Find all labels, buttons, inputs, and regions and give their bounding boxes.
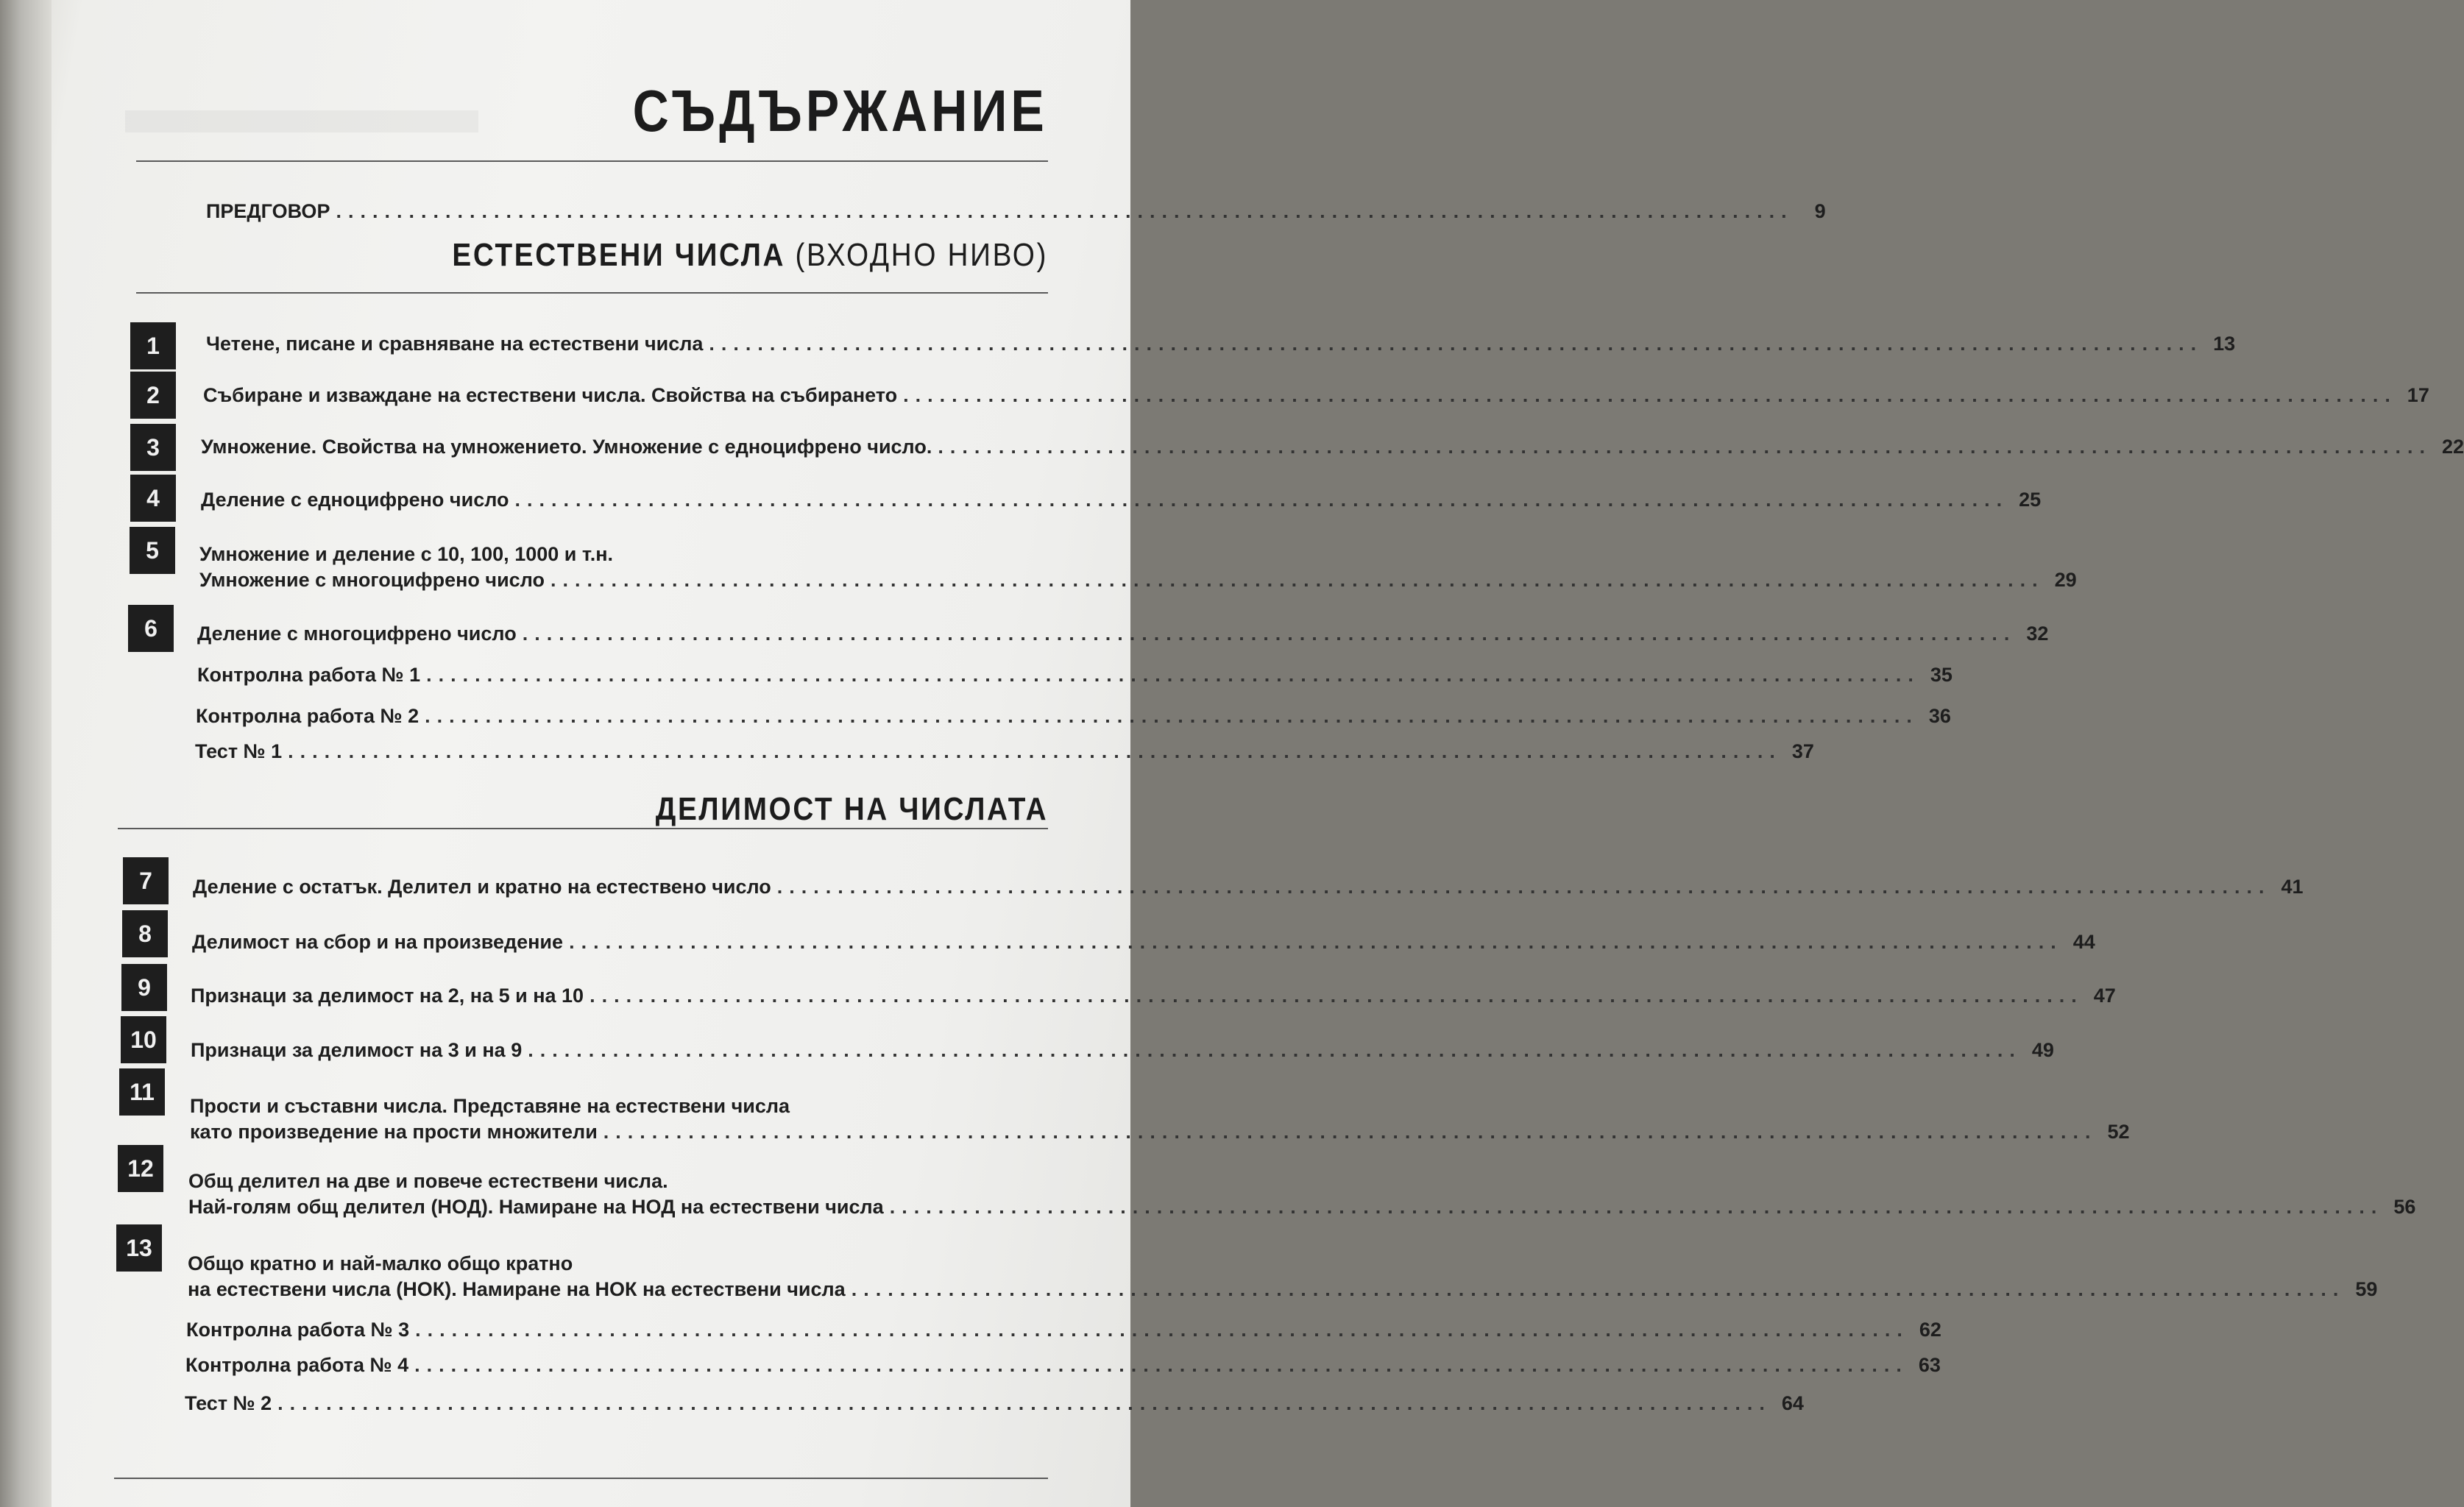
book-spine xyxy=(0,0,52,1507)
leader-dots: ........................................................................................................................... xyxy=(426,664,1920,686)
toc-entry[interactable] xyxy=(197,664,1953,687)
entry-title: Контролна работа № 4 xyxy=(185,1354,409,1376)
toc-entry[interactable] xyxy=(186,1319,1941,1341)
leader-dots: ........................................................................................................................... xyxy=(277,1392,1771,1414)
lesson-number-badge: 8 xyxy=(122,910,168,957)
toc-entry[interactable] xyxy=(185,1354,1941,1377)
leader-dots: ........................................................................................................................... xyxy=(522,623,2017,645)
toc-entry[interactable] xyxy=(192,931,2095,954)
lesson-number-badge: 2 xyxy=(130,372,176,419)
toc-entry[interactable] xyxy=(193,876,2304,898)
lesson-number-badge: 12 xyxy=(118,1145,163,1192)
entry-title-line1: Прости и съставни числа. Представяне на естествени числа xyxy=(190,1095,790,1117)
page-number: 32 xyxy=(2026,623,2049,645)
section-heading-divisibility xyxy=(656,791,1048,828)
page-title: СЪДЪРЖАНИЕ xyxy=(632,78,1048,143)
section-heading-natural-numbers xyxy=(452,237,1048,274)
leader-dots: ........................................................................................................................ xyxy=(336,200,1794,222)
toc-entry[interactable] xyxy=(196,705,1951,728)
entry-title: Умножение. Свойства на умножението. Умножение с едноцифрено число. xyxy=(201,436,932,458)
page-number: 37 xyxy=(1791,740,1814,762)
page-number: 56 xyxy=(2393,1196,2416,1218)
entry-title: Четене, писане и сравняване на естествени числа xyxy=(206,333,704,355)
page-number: 29 xyxy=(2054,569,2077,591)
leader-dots: ........................................................................................................................... xyxy=(776,876,2271,898)
section-heading-bold: ДЕЛИМОСТ НА ЧИСЛАТА xyxy=(655,791,1048,827)
leader-dots: ........................................................................................................................... xyxy=(550,569,2045,591)
toc-entry[interactable] xyxy=(203,384,2429,407)
toc-entry[interactable] xyxy=(191,985,2116,1007)
preface-label: ПРЕДГОВОР xyxy=(206,200,330,222)
entry-title: Признаци за делимост на 3 и на 9 xyxy=(191,1039,523,1061)
entry-title: Тест № 1 xyxy=(195,740,283,762)
leader-dots: ........................................................................................................................... xyxy=(603,1121,2097,1143)
toc-entry[interactable] xyxy=(206,333,2236,355)
toc-entry[interactable] xyxy=(188,1170,2416,1219)
leader-dots: ........................................................................................................................... xyxy=(425,705,1919,727)
entry-title-line2: на естествени числа (НОК). Намиране на НОК на естествени числа xyxy=(188,1278,846,1300)
section-divider xyxy=(136,292,1048,294)
leader-dots: ........................................................................................................................... xyxy=(528,1039,2022,1061)
page-number: 47 xyxy=(2093,985,2116,1007)
leader-dots: ........................................................................................................................... xyxy=(415,1319,1909,1341)
page-number: 17 xyxy=(2407,384,2429,406)
page-number: 9 xyxy=(1814,200,1826,222)
entry-title-line1: Общ делител на две и повече естествени числа. xyxy=(188,1170,668,1192)
lesson-number-badge: 5 xyxy=(130,527,175,574)
toc-entry[interactable] xyxy=(191,1039,2054,1062)
lesson-number-badge: 13 xyxy=(116,1224,162,1272)
page-number: 41 xyxy=(2281,876,2304,898)
toc-entry[interactable] xyxy=(190,1095,2130,1143)
entry-title: Деление с остатък. Делител и кратно на естествено число xyxy=(193,876,771,898)
entry-title: Деление с едноцифрено число xyxy=(201,489,509,511)
leader-dots: ........................................................................................................................... xyxy=(414,1354,1908,1376)
leader-dots: ........................................................................................................................... xyxy=(709,333,2203,355)
entry-title-line1: Общо кратно и най-малко общо кратно xyxy=(188,1252,573,1274)
entry-title-line2: Най-голям общ делител (НОД). Намиране на НОД на естествени числа xyxy=(188,1196,884,1218)
entry-title: Контролна работа № 1 xyxy=(197,664,421,686)
title-divider xyxy=(136,160,1048,162)
leader-dots: ........................................................................................................................... xyxy=(938,436,2432,458)
leader-dots: ........................................................................................................................... xyxy=(514,489,2009,511)
toc-entry[interactable] xyxy=(201,436,2464,458)
section-heading-sub: (ВХОДНО НИВО) xyxy=(795,237,1048,273)
page-number: 44 xyxy=(2072,931,2095,953)
page-number: 25 xyxy=(2019,489,2042,511)
lesson-number-badge: 4 xyxy=(130,475,176,522)
entry-title: Събиране и изваждане на естествени числа. Свойства на събирането xyxy=(203,384,898,406)
page-number: 22 xyxy=(2442,436,2464,458)
page-number: 52 xyxy=(2107,1121,2130,1143)
page-number: 62 xyxy=(1919,1319,1941,1341)
entry-title: Делимост на сбор и на произведение xyxy=(192,931,564,953)
page-number: 36 xyxy=(1928,705,1951,727)
lesson-number-badge: 1 xyxy=(130,322,176,369)
page-number: 63 xyxy=(1918,1354,1941,1376)
toc-entry[interactable] xyxy=(185,1392,1804,1415)
entry-title-line2: Умножение с многоцифрено число xyxy=(199,569,545,591)
toc-entry[interactable] xyxy=(201,489,2042,511)
lesson-number-badge: 11 xyxy=(119,1068,165,1116)
section-divider xyxy=(118,828,1048,829)
lesson-number-badge: 6 xyxy=(128,605,174,652)
page-number: 49 xyxy=(2031,1039,2054,1061)
page-number: 64 xyxy=(1781,1392,1804,1414)
leader-dots: ........................................................................................................................... xyxy=(851,1278,2346,1300)
lesson-number-badge: 9 xyxy=(121,964,167,1011)
toc-entry[interactable] xyxy=(188,1252,2378,1301)
lesson-number-badge: 3 xyxy=(130,424,176,471)
leader-dots: ........................................................................................................................... xyxy=(590,985,2084,1007)
entry-title: Тест № 2 xyxy=(185,1392,272,1414)
page-number: 35 xyxy=(1930,664,1953,686)
entry-title: Контролна работа № 3 xyxy=(186,1319,410,1341)
lesson-number-badge: 7 xyxy=(123,857,169,904)
lesson-number-badge: 10 xyxy=(121,1016,166,1063)
toc-entry[interactable] xyxy=(195,740,1814,763)
entry-title-line2: като произведение на прости множители xyxy=(190,1121,598,1143)
entry-title-line1: Умножение и деление с 10, 100, 1000 и т.н. xyxy=(199,543,614,565)
leader-dots: ........................................................................................................................... xyxy=(569,931,2063,953)
entry-title: Признаци за делимост на 2, на 5 и на 10 xyxy=(191,985,584,1007)
bleed-through xyxy=(125,110,478,132)
section-heading-bold: ЕСТЕСТВЕНИ ЧИСЛА xyxy=(452,237,786,273)
preface-entry[interactable] xyxy=(206,200,1826,223)
entry-title: Контролна работа № 2 xyxy=(196,705,419,727)
page-number: 13 xyxy=(2213,333,2236,355)
toc-entry[interactable] xyxy=(199,543,2077,592)
bottom-divider xyxy=(114,1478,1048,1479)
leader-dots: ........................................................................................................................... xyxy=(903,384,2397,406)
page-number: 59 xyxy=(2355,1278,2378,1300)
toc-entry[interactable] xyxy=(197,623,2049,645)
entry-title: Деление с многоцифрено число xyxy=(197,623,517,645)
leader-dots: ........................................................................................................................... xyxy=(889,1196,2384,1218)
leader-dots: ........................................................................................................................... xyxy=(288,740,1782,762)
